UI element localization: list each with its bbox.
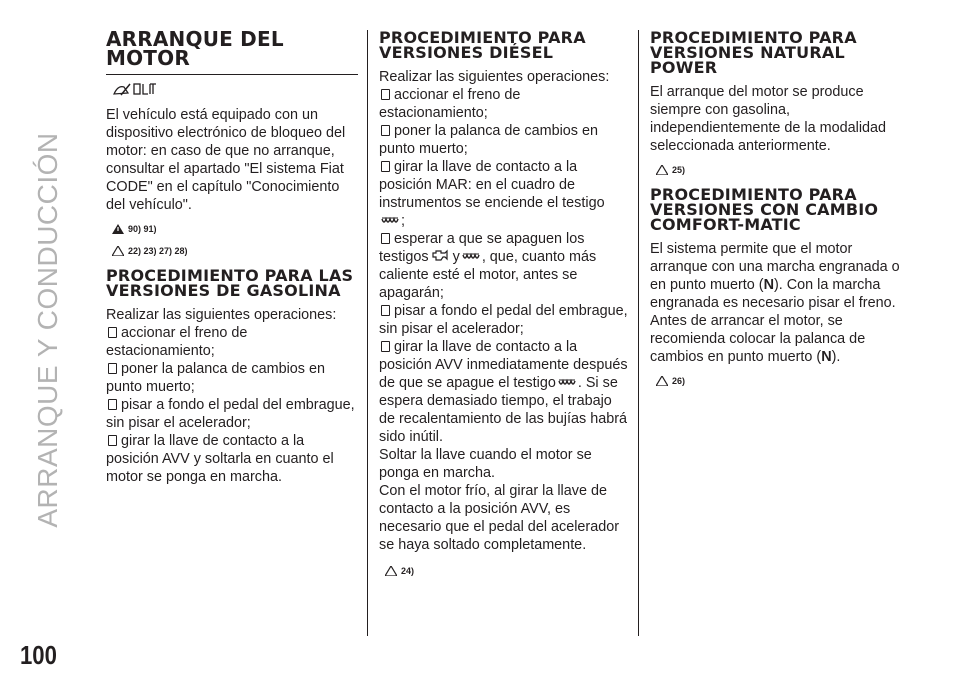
glow-plug-lamp-icon xyxy=(558,378,576,388)
checkbox-bullet-icon xyxy=(381,161,390,172)
version-icons xyxy=(112,81,358,102)
caution-ref xyxy=(656,165,902,175)
intro-paragraph: El vehículo está equipado con un dispositivo electrónico de bloqueo del motor: en caso de que no arranque, consultar el apartado "El sistema Fiat CODE" en el capítulo "Conocimiento del vehículo". xyxy=(106,107,346,213)
section-heading: PROCEDIMIENTO PARA LAS VERSIONES DE GASOLINA xyxy=(106,266,354,300)
list-item: pisar a fondo el pedal del embrague, sin pisar el acelerador; xyxy=(106,397,355,431)
paragraph: Soltar la llave cuando el motor se ponga en marcha. xyxy=(379,447,592,481)
section-heading: PROCEDIMIENTO PARA VERSIONES DIÉSEL xyxy=(379,28,586,62)
list-item: pisar a fondo el pedal del embrague, sin pisar el acelerador; xyxy=(379,303,628,337)
column-3 xyxy=(650,30,902,398)
column-divider xyxy=(638,30,639,636)
caution-ref-text: 22) 23) 27) 28) xyxy=(128,246,188,256)
checkbox-bullet-icon xyxy=(381,305,390,316)
list-item: girar la llave de contacto a la posición AVV y soltarla en cuanto el motor se ponga en marcha. xyxy=(106,433,334,485)
checkbox-bullet-icon xyxy=(108,399,117,410)
page-number: 100 xyxy=(20,640,57,670)
caution-ref xyxy=(385,566,631,576)
checkbox-bullet-icon xyxy=(108,327,117,338)
caution-icon xyxy=(112,246,124,256)
caution-icon xyxy=(656,165,668,175)
caution-ref-text: 24) xyxy=(401,566,415,576)
checkbox-bullet-icon xyxy=(381,341,390,352)
caution-ref xyxy=(112,246,358,256)
caution-ref-text: 26) xyxy=(672,376,686,386)
section-intro: Realizar las siguientes operaciones: xyxy=(106,307,337,323)
list-item: poner la palanca de cambios en punto muerto; xyxy=(106,361,326,395)
section-heading: PROCEDIMIENTO PARA VERSIONES NATURAL POWER xyxy=(650,28,857,77)
caution-icon xyxy=(656,376,668,386)
checkbox-bullet-icon xyxy=(381,125,390,136)
engine-fault-lamp-icon xyxy=(431,248,451,262)
warning-triangle-icon xyxy=(112,224,124,234)
checkbox-bullet-icon xyxy=(108,435,117,446)
section-heading: PROCEDIMIENTO PARA VERSIONES CON CAMBIO COMFORT-MATIC xyxy=(650,185,879,234)
engine-variant-icon xyxy=(112,81,160,102)
caution-ref-text: 25) xyxy=(672,165,686,175)
warning-ref-text: 90) 91) xyxy=(128,224,157,234)
list-item: girar la llave de contacto a la posición AVV inmediatamente después de que se apague el testigo . Si se espera demasiado tiempo, el trabajo de recalentamiento de las bujías habrá sido inútil. xyxy=(379,339,628,445)
column-2 xyxy=(379,30,631,588)
chapter-heading: ARRANQUE DEL MOTOR xyxy=(106,30,358,75)
checkbox-bullet-icon xyxy=(108,363,117,374)
caution-icon xyxy=(385,566,397,576)
paragraph: El sistema permite que el motor arranque con una marcha engranada o en punto muerto (N). Con la marcha engranada es necesario pisar el freno. Antes de arrancar el motor, se recomienda colocar la palanca de cambios en punto muerto (N). xyxy=(650,241,900,365)
paragraph: Con el motor frío, al girar la llave de contacto a la posición AVV, es necesario que el pedal del acelerador se haya soltado completamente. xyxy=(379,483,620,553)
section-intro: Realizar las siguientes operaciones: xyxy=(379,69,610,85)
list-item: accionar el freno de estacionamiento; xyxy=(379,87,521,121)
list-item: accionar el freno de estacionamiento; xyxy=(106,325,248,359)
glow-plug-lamp-icon xyxy=(381,216,399,226)
section-side-title: ARRANQUE Y CONDUCCIÓN xyxy=(32,132,63,528)
warning-ref xyxy=(112,224,358,234)
checkbox-bullet-icon xyxy=(381,89,390,100)
column-1 xyxy=(106,27,358,486)
caution-ref xyxy=(656,376,902,386)
list-item: esperar a que se apaguen los testigos y , que, cuanto más caliente esté el motor, antes se apagarán; xyxy=(379,231,597,301)
column-divider xyxy=(367,30,368,636)
checkbox-bullet-icon xyxy=(381,233,390,244)
paragraph: El arranque del motor se produce siempre con gasolina, independientemente de la modalidad seleccionada anteriormente. xyxy=(650,84,887,154)
list-item: girar la llave de contacto a la posición MAR: en el cuadro de instrumentos se enciende el testigo ; xyxy=(379,159,605,229)
glow-plug-lamp-icon xyxy=(462,252,480,262)
list-item: poner la palanca de cambios en punto muerto; xyxy=(379,123,599,157)
